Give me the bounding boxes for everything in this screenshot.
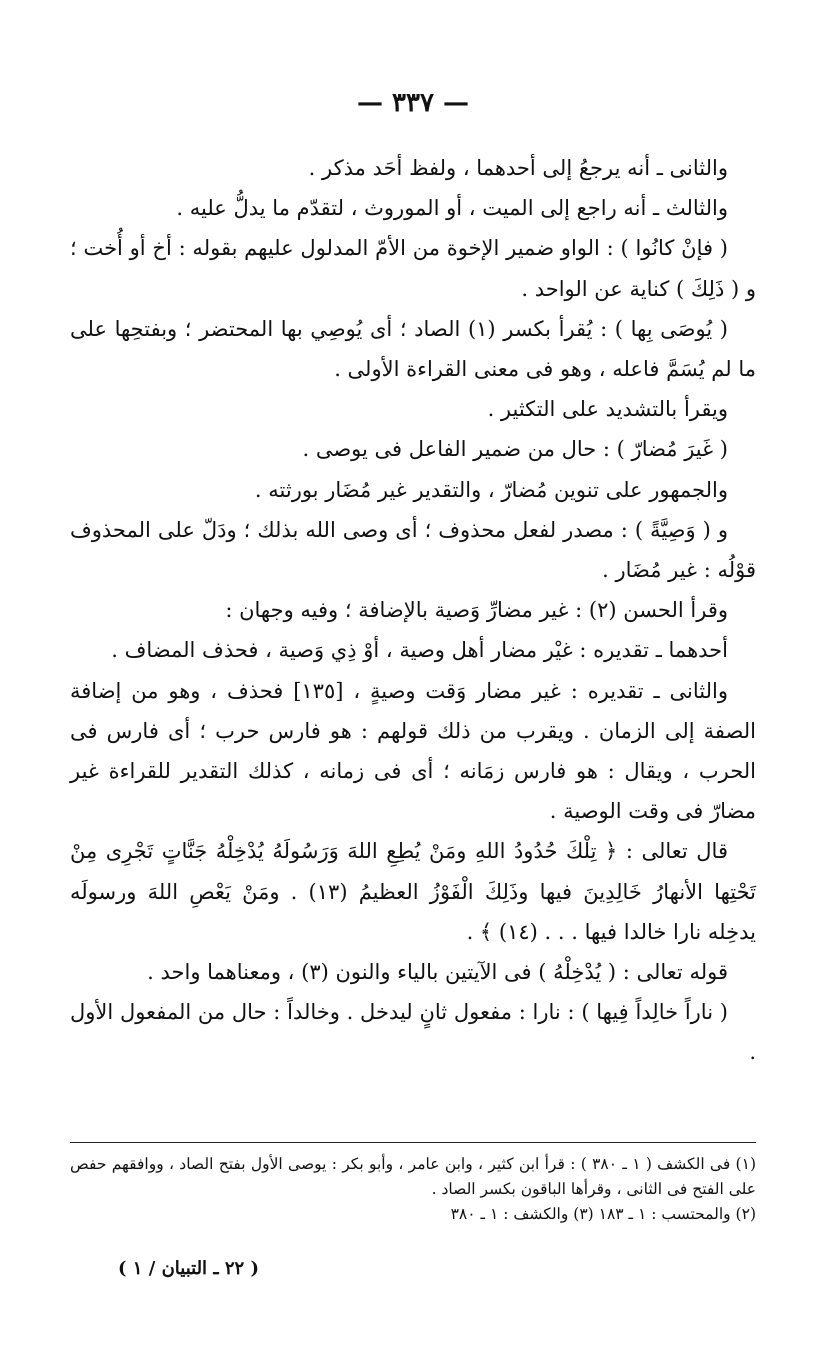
paragraph: أحدهما ـ تقديره : غيْر مضار أهل وصية ، أوْ ذِي وَصية ، فحذف المضاف . (111, 638, 728, 663)
quran-quote: قال تعالى : ﴿ تِلْكَ حُدُودُ اللهِ ومَنْ يُطِعِ اللهَ وَرَسُولَهُ يُدْخِلْهُ جَنَّاتٍ تَجْرِى مِنْ تَحْتِها الأنهارُ خَالِدِينَ فيها وذَلِكَ الْفَوْزُ العظيمُ (١٣) . ومَنْ يَعْصِ اللهَ ورسولَه يدخِله نارا خالدا فيها . . . (١٤) ﴾ . (70, 839, 756, 944)
paragraph: و ( وَصِيَّةً ) : مصدر لفعل محذوف ؛ أى وصى الله بذلك ؛ ودَلّ على المحذوف قوْلُه : غير مُضَار . (70, 517, 756, 583)
page-number: — ٣٣٧ — (356, 88, 470, 118)
paragraph: وقرأ الحسن (٢) : غير مضارِّ وَصية بالإضافة ؛ وفيه وجهان : (225, 598, 728, 623)
paragraph: ويقرأ بالتشديد على التكثير . (487, 397, 728, 422)
paragraph: ( فإنْ كانُوا ) : الواو ضمير الإخوة من الأمّ المدلول عليهم بقوله : أخ أو أُخت ؛ و ( ذَلِكَ ) كناية عن الواحد . (70, 236, 756, 301)
main-text (70, 148, 756, 1073)
paragraph: والثانى ـ أنه يرجعُ إلى أحدهما ، ولفظ أحَد مذكر . (308, 156, 728, 180)
paragraph: ( غَيرَ مُضارّ ) : حال من ضمير الفاعل فى يوصى . (302, 437, 728, 462)
paragraph: ( ناراً خالِداً فِيها ) : نارا : مفعول ثانٍ ليدخل . وخالداً : حال من المفعول الأول . (70, 1000, 756, 1065)
paragraph: والثالث ـ أنه راجع إلى الميت ، أو الموروث ، لتقدّم ما يدلُّ عليه . (176, 196, 728, 221)
signature-mark: ( ٢٢ ـ التبيان / ١ ) (118, 1258, 260, 1279)
footnote-divider (70, 1142, 756, 1143)
paragraph: والجمهور على تنوين مُضارّ ، والتقدير غير مُضَار بورثته . (254, 477, 728, 502)
footnote: (١) فى الكشف ( ١ ـ ٣٨٠ ) : قرأ ابن كثير ، وابن عامر ، وأبو بكر : يوصى الأول بفتح الصاد ، ووافقهم حفص على الفتح فى الثانى ، وقرأها الباقون بكسر الصاد . (70, 1155, 756, 1198)
footnote: (٢) والمحتسب : ١ ـ ١٨٣ (٣) والكشف : ١ ـ ٣٨٠ (450, 1205, 756, 1223)
paragraph: ( يُوصَى بِها ) : يُقرأ بكسر (١) الصاد ؛ أى يُوصِي بها المحتضر ؛ وبفتحِها على ما لم يُسَمَّ فاعله ، وهو فى معنى القراءة الأولى . (70, 316, 756, 382)
footnotes (70, 1152, 756, 1227)
paragraph: والثانى ـ تقديره : غير مضار وَقت وصيةٍ ، [١٣٥] فحذف ، وهو من إضافة الصفة إلى الزمان . ويقرب من ذلك قولهم : هو فارس حرب ؛ أى فارس فى الحرب ، ويقال : هو فارس زمَانه ؛ أى فى زمانه ، كذلك التقدير للقراءة غير مضارّ فى وقت الوصية . (70, 678, 756, 824)
paragraph: قوله تعالى : ( يُدْخِلْهُ ) فى الآيتين بالياء والنون (٣) ، ومعناهما واحد . (147, 960, 728, 985)
